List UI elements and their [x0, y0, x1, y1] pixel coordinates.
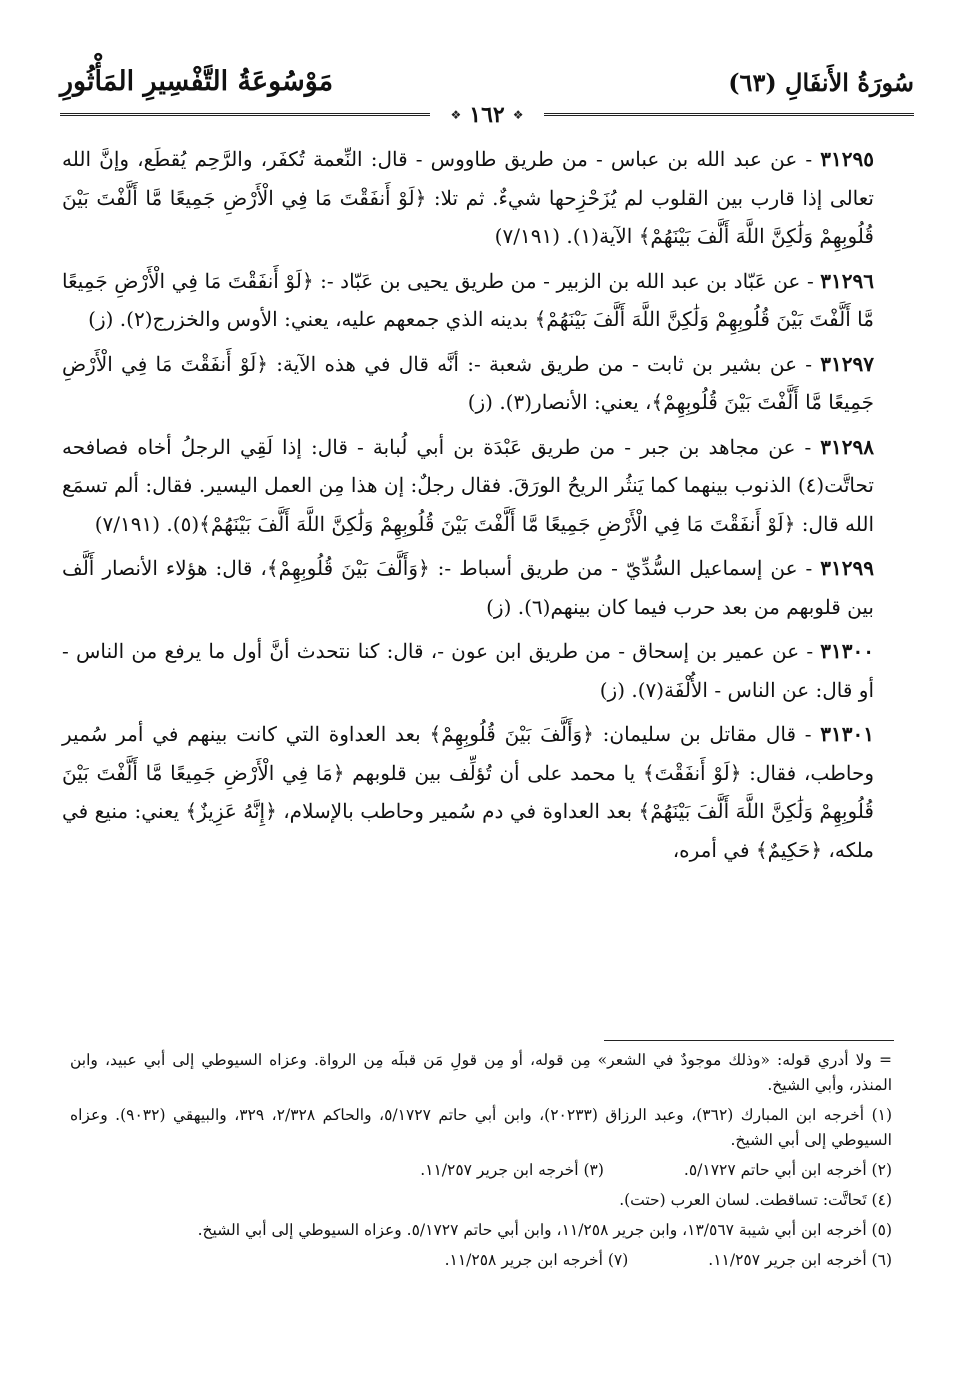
entry [62, 428, 874, 544]
surah-title: سُورَةُ الأَنفَالِ (٦٣) [728, 68, 914, 97]
entry-number: ٣١٢٩٥ [820, 147, 875, 171]
entry-number: ٣١٣٠٠ [820, 639, 874, 663]
entry-text: - قال مقاتل بن سليمان: ﴿وَأَلَّفَ بَيْنَ قُلُوبِهِمْ﴾ بعد العداوة التي كانت بينهم في أمر سُمير وحاطب، فقال: ﴿لَوْ أَنفَقْتَ﴾ يا محمد على أن تُؤلِّف بين قلوبهم ﴿مَا فِي الْأَرْضِ جَمِيعًا مَّا أَلَّفْتَ بَيْنَ قُلُوبِهِمْ وَلَٰكِنَّ اللَّهَ أَلَّفَ بَيْنَهُمْ﴾ بعد العداوة في دم سُمير وحاطب بالإسلام، ﴿إِنَّهُ عَزِيزٌ﴾ يعني: منيع في ملكه، ﴿حَكِيمٌ﴾ في أمره، [62, 722, 874, 862]
page-number: ١٦٢ [469, 102, 505, 128]
page-header [60, 62, 914, 128]
entry-text: - عن عمير بن إسحاق - من طريق ابن عون -، قال: كنا نتحدث أنَّ أول ما يرفع من الناس - أو قال: عن الناس - الأُلْفَة(٧). (ز) [62, 639, 874, 702]
entry-text: - عن عبد الله بن عباس - من طريق طاووس - قال: النِّعمة تُكفَر، والرَّحِم يُقطَع، وإنَّ الله تعالى إذا قارب بين القلوب لم يُزَحْزِحها شيءٌ. ثم تلا: ﴿لَوْ أَنفَقْتَ مَا فِي الْأَرْضِ جَمِيعًا مَّا أَلَّفْتَ بَيْنَ قُلُوبِهِمْ وَلَٰكِنَّ اللَّهَ أَلَّفَ بَيْنَهُمْ﴾ الآية(١). (٧/١٩١) [62, 147, 874, 248]
entry [62, 262, 874, 339]
footnote-pair [70, 1248, 892, 1273]
footnotes [70, 1048, 892, 1278]
footnote-7: (٧) أخرجه ابن جرير ١١/٢٥٨. [444, 1251, 629, 1269]
entry-number: ٣١٣٠١ [820, 722, 875, 746]
footnote-6: (٦) أخرجه ابن جرير ١١/٢٥٧. [708, 1251, 892, 1269]
header-rule-right [544, 113, 914, 116]
entry-text: - عن إسماعيل السُّدِّيّ - من طريق أسباط -: ﴿وَأَلَّفَ بَيْنَ قُلُوبِهِمْ﴾، قال: هؤلاء الأنصار أَلَّف بين قلوبهم من بعد حرب فيما كان بينهم(٦). (ز) [62, 556, 874, 619]
ornament-right-icon: ❖ [512, 108, 524, 122]
entry [62, 549, 874, 626]
entry-text: - عن مجاهد بن جبر - من طريق عَبْدَة بن أبي لُبابة - قال: إذا لَقِي الرجلُ أخاه فصافحه تحاتَّت(٤) الذنوب بينهما كما يَنثُر الريحُ الورَقَ. فقال رجلٌ: إن هذا مِن العمل اليسير. فقال: ألم تسمَع الله قال: ﴿لَوْ أَنفَقْتَ مَا فِي الْأَرْضِ جَمِيعًا مَّا أَلَّفْتَ بَيْنَ قُلُوبِهِمْ وَلَٰكِنَّ اللَّهَ أَلَّفَ بَيْنَهُمْ﴾(٥). (٧/١٩١) [62, 434, 874, 536]
entry [62, 632, 874, 709]
ornament-left-icon: ❖ [450, 108, 462, 122]
book-title: مَوْسُوعَةُ التَّفْسِيرِ المَأْثُورِ [60, 66, 334, 97]
entry-number: ٣١٢٩٩ [820, 556, 874, 580]
entry [62, 345, 874, 422]
footnote-pair [70, 1158, 892, 1183]
header-rule-left [60, 113, 430, 116]
entry [62, 715, 874, 869]
entry-number: ٣١٢٩٧ [820, 351, 874, 376]
footnote-2: (٢) أخرجه ابن أبي حاتم ٥/١٧٢٧. [683, 1161, 892, 1179]
entry-text: - عن بشير بن ثابت - من طريق شعبة -: أنَّه قال في هذه الآية: ﴿لَوْ أَنفَقْتَ مَا فِي الْأَرْضِ جَمِيعًا مَّا أَلَّفْتَ بَيْنَ قُلُوبِهِمْ﴾، يعني: الأنصار(٣). (ز) [62, 351, 874, 414]
main-text [62, 140, 874, 875]
footnote-continuation: = ولا أدري قوله: «وذلك موجودٌ في الشعر» مِن قوله، أو مِن قولِ مَن قبلَه مِن الرواة. وعزاه السيوطي إلى أبي عبيد، وابن المنذر، وأبي الشيخ. [70, 1051, 892, 1094]
entry-text: - عن عَبّاد بن عبد الله بن الزبير - من طريق يحيى بن عَبّاد -: ﴿لَوْ أَنفَقْتَ مَا فِي الْأَرْضِ جَمِيعًا مَّا أَلَّفْتَ بَيْنَ قُلُوبِهِمْ وَلَٰكِنَّ اللَّهَ أَلَّفَ بَيْنَهُمْ﴾ بدينه الذي جمعهم عليه، يعني: الأوس والخزرج(٢). (ز) [62, 268, 874, 331]
entry [62, 140, 874, 256]
footnote-separator [604, 1040, 894, 1041]
entry-number: ٣١٢٩٦ [820, 268, 874, 293]
footnote-1: (١) أخرجه ابن المبارك (٣٦٢)، وعبد الرزاق (٢٠٢٣٣)، وابن أبي حاتم ٥/١٧٢٧، والحاكم ٢/٣٢٨، ٣٢٩، والبيهقي (٩٠٣٢). وعزاه السيوطي إلى أبي الشيخ. [70, 1106, 893, 1149]
footnote-4: (٤) تَحاتَّت: تساقطت. لسان العرب (حتت). [619, 1191, 892, 1209]
entry-number: ٣١٢٩٨ [820, 434, 875, 459]
footnote-5: (٥) أخرجه ابن أبي شيبة ١٣/٥٦٧، وابن جرير ١١/٢٥٨، وابن أبي حاتم ٥/١٧٢٧. وعزاه السيوطي إلى أبي الشيخ. [197, 1221, 892, 1239]
page-number-box [451, 102, 524, 128]
footnote-3: (٣) أخرجه ابن جرير ١١/٢٥٧. [420, 1161, 604, 1179]
